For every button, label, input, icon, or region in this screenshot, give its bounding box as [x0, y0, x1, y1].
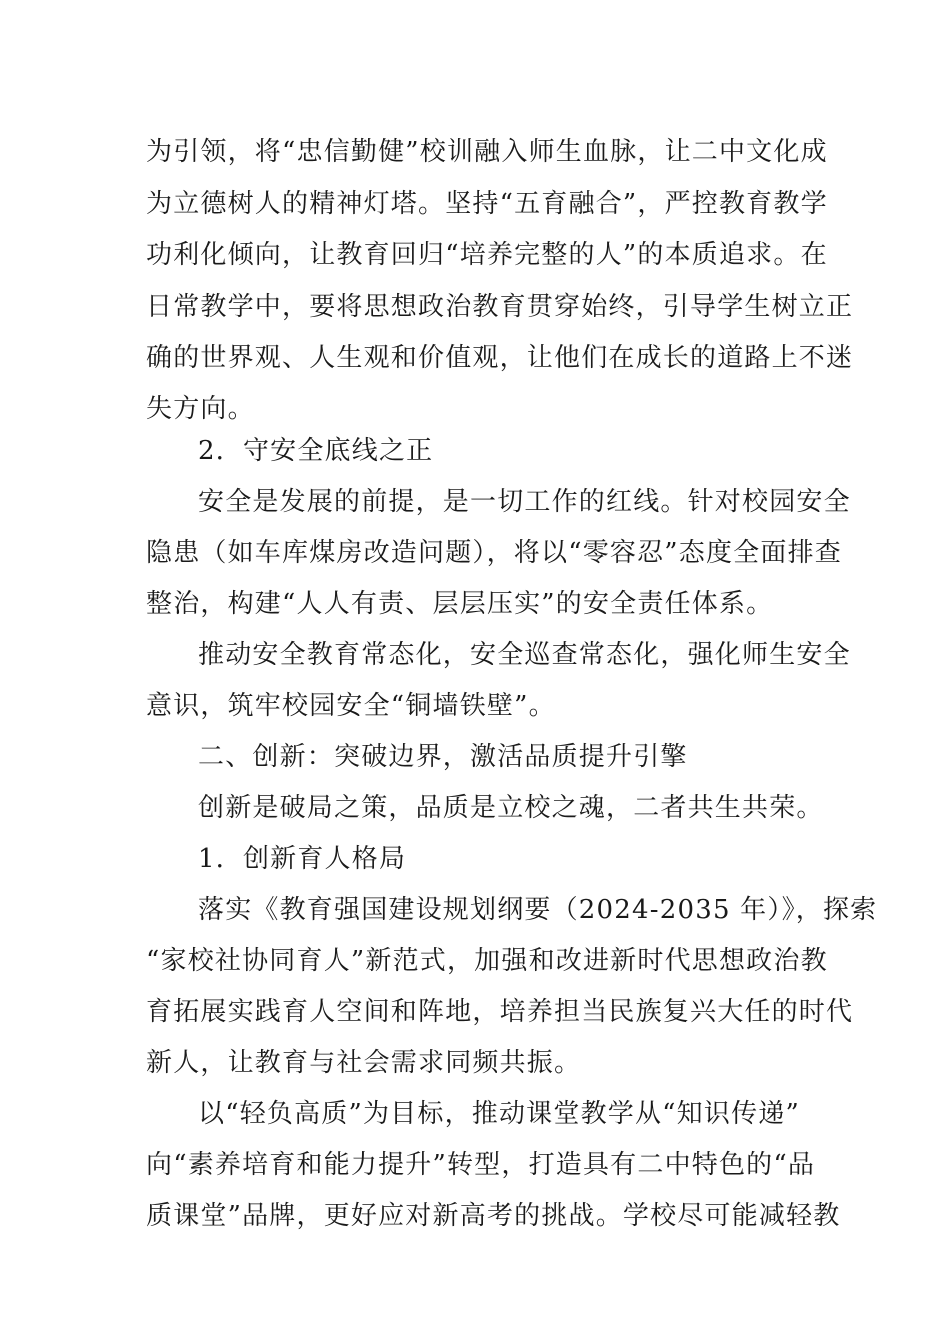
body-text-line: 为引领，将“忠信勤健”校训融入师生血脉，让二中文化成 [146, 137, 828, 167]
body-text-line: 隐患（如车库煤房改造问题），将以“零容忍”态度全面排查 [146, 538, 842, 568]
body-text-line: 质课堂”品牌，更好应对新高考的挑战。学校尽可能减轻教 [146, 1201, 841, 1231]
body-text-line: “家校社协同育人”新范式，加强和改进新时代思想政治教 [146, 946, 828, 976]
section-heading: 2．守安全底线之正 [198, 436, 434, 466]
body-text-line: 新人，让教育与社会需求同频共振。 [146, 1048, 582, 1078]
body-text-line: 整治，构建“人人有责、层层压实”的安全责任体系。 [146, 589, 774, 619]
body-text-line: 日常教学中，要将思想政治教育贯穿始终，引导学生树立正 [146, 292, 854, 322]
section-heading: 1．创新育人格局 [198, 844, 407, 874]
paragraph-start-line: 安全是发展的前提，是一切工作的红线。针对校园安全 [198, 487, 851, 517]
body-text-line: 失方向。 [146, 394, 255, 424]
body-text-line: 向“素养培育和能力提升”转型，打造具有二中特色的“品 [146, 1150, 816, 1180]
paragraph-start-line: 创新是破局之策，品质是立校之魂，二者共生共荣。 [198, 793, 824, 823]
chapter-heading: 二、创新：突破边界，激活品质提升引擎 [198, 742, 688, 772]
body-text-line: 意识，筑牢校园安全“铜墙铁壁”。 [146, 691, 556, 721]
body-text-line: 确的世界观、人生观和价值观，让他们在成长的道路上不迷 [146, 343, 854, 373]
paragraph-start-line: 落实《教育强国建设规划纲要（2024-2035 年）》，探索 [198, 895, 878, 925]
paragraph-start-line: 推动安全教育常态化，安全巡查常态化，强化师生安全 [198, 640, 851, 670]
paragraph-start-line: 以“轻负高质”为目标，推动课堂教学从“知识传递” [198, 1099, 800, 1129]
body-text-line: 育拓展实践育人空间和阵地，培养担当民族复兴大任的时代 [146, 997, 854, 1027]
body-text-line: 为立德树人的精神灯塔。坚持“五育融合”，严控教育教学 [146, 189, 828, 219]
body-text-line: 功利化倾向，让教育回归“培养完整的人”的本质追求。在 [146, 240, 828, 270]
